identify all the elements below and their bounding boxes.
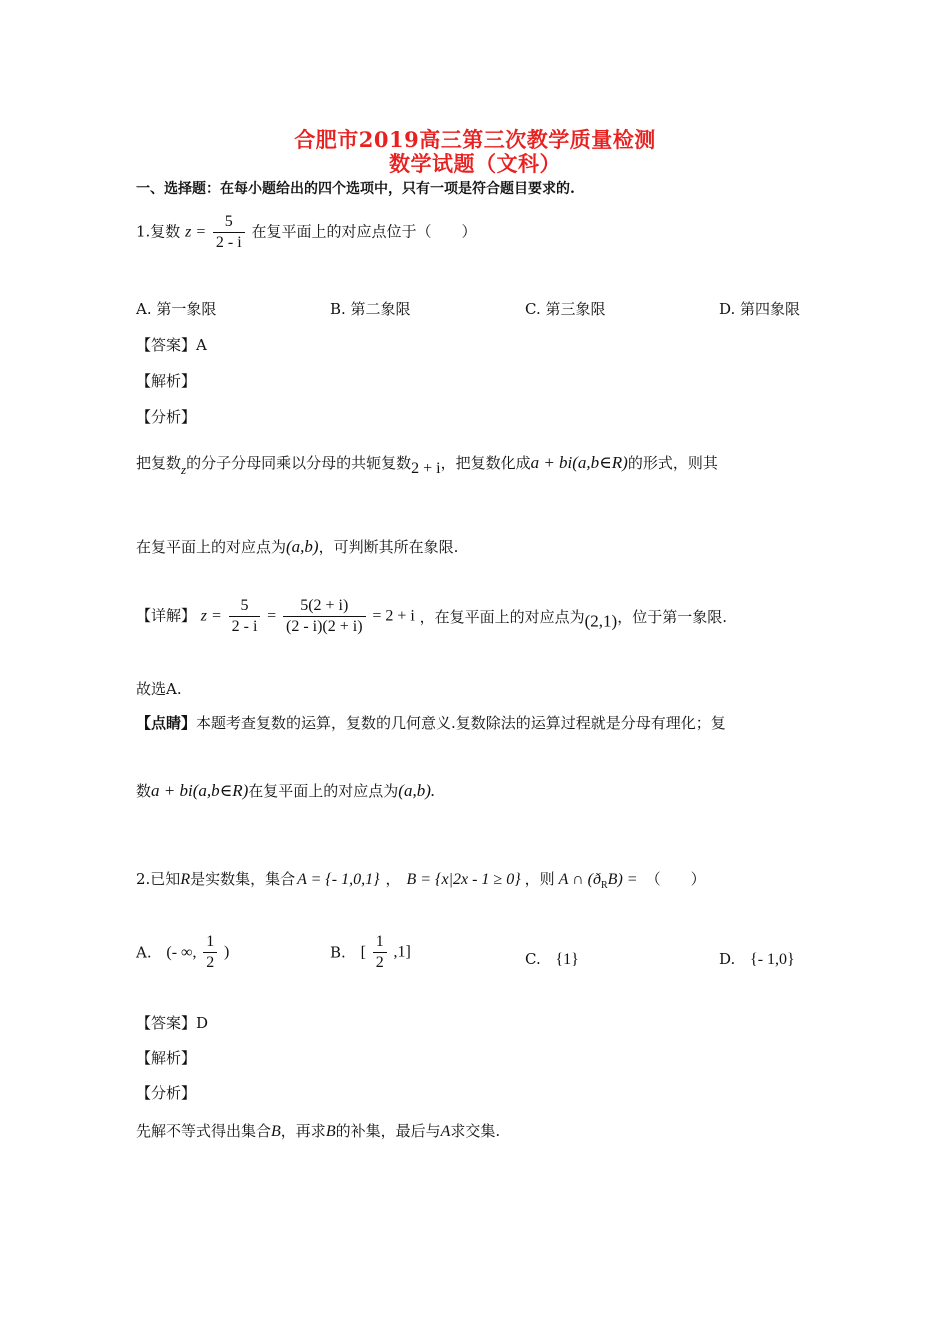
q1-fenxi: 【分析】 — [136, 408, 197, 426]
q1-dianjing-text: 数 — [136, 782, 152, 800]
q2-option-a-frac-num: 1 — [203, 932, 217, 953]
q1-detail-frac2-num: 5(2 + i) — [283, 596, 366, 617]
q1-detail-result: = 2 + i — [372, 607, 415, 625]
q2-analysis-text: ，再求 — [280, 1122, 326, 1140]
document-subtitle: 数学试题（文科） — [389, 151, 561, 176]
q1-answer — [136, 334, 207, 355]
q2-paren: （ ） — [645, 870, 706, 888]
q1-analysis-text: ，把复数化成 — [440, 454, 531, 472]
q1-dianjing-text: 本题考查复数的运算，复数的几何意义.复数除法的运算过程就是分母有理化；复 — [196, 714, 726, 732]
q1-option-c: C. 第三象限 — [525, 300, 606, 318]
q1-detail-frac2 — [283, 596, 366, 637]
q1-analysis-form: a + bi(a,b∈R) — [530, 453, 628, 472]
q1-analysis-text: 在复平面上的对应点为 — [136, 538, 287, 556]
q2-analysis-text: 的补集，最后与 — [335, 1122, 441, 1140]
q1-analysis-text: 把复数 — [136, 454, 182, 472]
q1-dianjing-point: (a,b). — [398, 781, 436, 800]
q2-analysis-b: B — [325, 1123, 336, 1140]
q2-analysis-b: B — [271, 1123, 281, 1140]
q1-analysis-text: 的分子分母同乘以分母的共轭复数 — [186, 454, 412, 472]
q2-text: ，则 — [524, 870, 555, 888]
q2-jiexi: 【解析】 — [136, 1049, 197, 1067]
q2-option-b-end: ,1] — [393, 943, 411, 961]
q1-analysis-line2 — [136, 536, 458, 557]
section-heading: 一、选择题：在每小题给出的四个选项中，只有一项是符合题目要求的. — [136, 181, 575, 197]
q2-answer — [136, 1012, 208, 1033]
document-title: 合肥市2019高三第三次教学质量检测 — [294, 127, 656, 152]
q2-option-label: C. — [525, 950, 541, 968]
question-1 — [136, 212, 476, 253]
q2-answer-value: D — [196, 1014, 209, 1032]
q2-analysis-text: 求交集. — [450, 1122, 501, 1140]
q1-suffix: 在复平面上的对应点位于（ ） — [251, 222, 477, 241]
q2-analysis — [136, 1120, 500, 1141]
q1-detail-frac2-den: (2 - i)(2 + i) — [285, 618, 363, 635]
q2-option-a-end: ) — [224, 943, 230, 961]
q1-dianjing-text: 在复平面上的对应点为 — [248, 782, 399, 800]
q1-detail-label: 【详解】 — [136, 606, 197, 625]
q1-jiexi: 【解析】 — [136, 372, 197, 390]
q2-prefix: 2.已知 — [136, 870, 181, 888]
q2-set-a: A = {- 1,0,1} — [297, 871, 380, 888]
q2-analysis-text: 先解不等式得出集合 — [136, 1122, 272, 1140]
q2-option-b-value: [ — [360, 943, 366, 961]
q1-detail-text: ，在复平面上的对应点为 — [419, 608, 585, 626]
q2-option-label: B. — [330, 943, 346, 962]
q2-set-b: B = {x|2x - 1 ≥ 0} — [406, 871, 521, 888]
question-2 — [136, 868, 706, 891]
q2-option-d — [719, 950, 795, 969]
q2-analysis-a: A — [440, 1123, 451, 1140]
q1-detail-frac1 — [229, 596, 261, 637]
q1-analysis-z: z — [181, 462, 187, 477]
q2-option-a-value: (- ∞, — [166, 943, 197, 961]
q1-analysis-conj: 2 + i — [411, 460, 441, 477]
q1-frac-num: 5 — [213, 212, 245, 233]
q2-option-c — [525, 950, 579, 969]
q1-answer-label: 【答案】 — [136, 336, 197, 354]
q2-option-a — [136, 932, 229, 973]
q2-text: 是实数集，集合 — [190, 870, 296, 888]
q2-option-label: D. — [719, 950, 736, 968]
q2-expr-end: B) = — [607, 871, 638, 888]
q1-dianjing-line2 — [136, 780, 435, 801]
q2-expr-sub: R — [601, 880, 608, 891]
q2-text: ， — [385, 870, 401, 888]
q1-analysis-text: ，可判断其所在象限. — [318, 538, 459, 556]
q1-detail-frac1-num: 5 — [229, 596, 261, 617]
q1-prefix: 1.复数 — [136, 222, 181, 241]
q2-option-b — [330, 932, 411, 973]
q1-analysis-text: 的形式，则其 — [627, 454, 718, 472]
q1-detail-z: z = — [200, 607, 222, 625]
q1-option-b: B. 第二象限 — [330, 300, 411, 318]
q1-dianjing-label: 【点睛】 — [136, 714, 197, 732]
q2-expr: A ∩ (ð — [558, 871, 601, 888]
q2-answer-label: 【答案】 — [136, 1014, 197, 1032]
q1-answer-value: A — [196, 336, 207, 354]
q2-option-a-frac — [203, 932, 217, 973]
q2-option-d-value: {- 1,0} — [750, 951, 795, 968]
q1-option-d: D. 第四象限 — [719, 300, 801, 318]
q2-fenxi: 【分析】 — [136, 1084, 197, 1102]
q1-option-a: A. 第一象限 — [136, 300, 217, 318]
q2-option-label: A. — [136, 943, 152, 962]
q1-frac-den: 2 - i — [215, 234, 242, 251]
q1-z-eq: z = — [185, 223, 207, 241]
q2-option-a-frac-den: 2 — [206, 954, 215, 971]
q1-fraction — [213, 212, 245, 253]
q1-choose: 故选A. — [136, 680, 182, 698]
q1-dianjing — [136, 712, 726, 733]
q1-analysis-point: (a,b) — [286, 537, 319, 556]
q2-option-c-value: {1} — [555, 951, 579, 968]
q1-detail-frac1-den: 2 - i — [231, 618, 258, 635]
q1-analysis-line1 — [136, 452, 718, 478]
q1-detail-text: ，位于第一象限. — [617, 608, 727, 626]
q1-detail — [136, 596, 727, 637]
q1-detail-point: (2,1) — [584, 611, 618, 631]
q2-option-b-frac-den: 2 — [375, 954, 384, 971]
q2-R: R — [180, 871, 191, 888]
q1-detail-eq: = — [267, 607, 277, 625]
q2-option-b-frac-num: 1 — [373, 932, 387, 953]
q2-option-b-frac — [373, 932, 387, 973]
q1-dianjing-form: a + bi(a,b∈R) — [151, 781, 249, 800]
